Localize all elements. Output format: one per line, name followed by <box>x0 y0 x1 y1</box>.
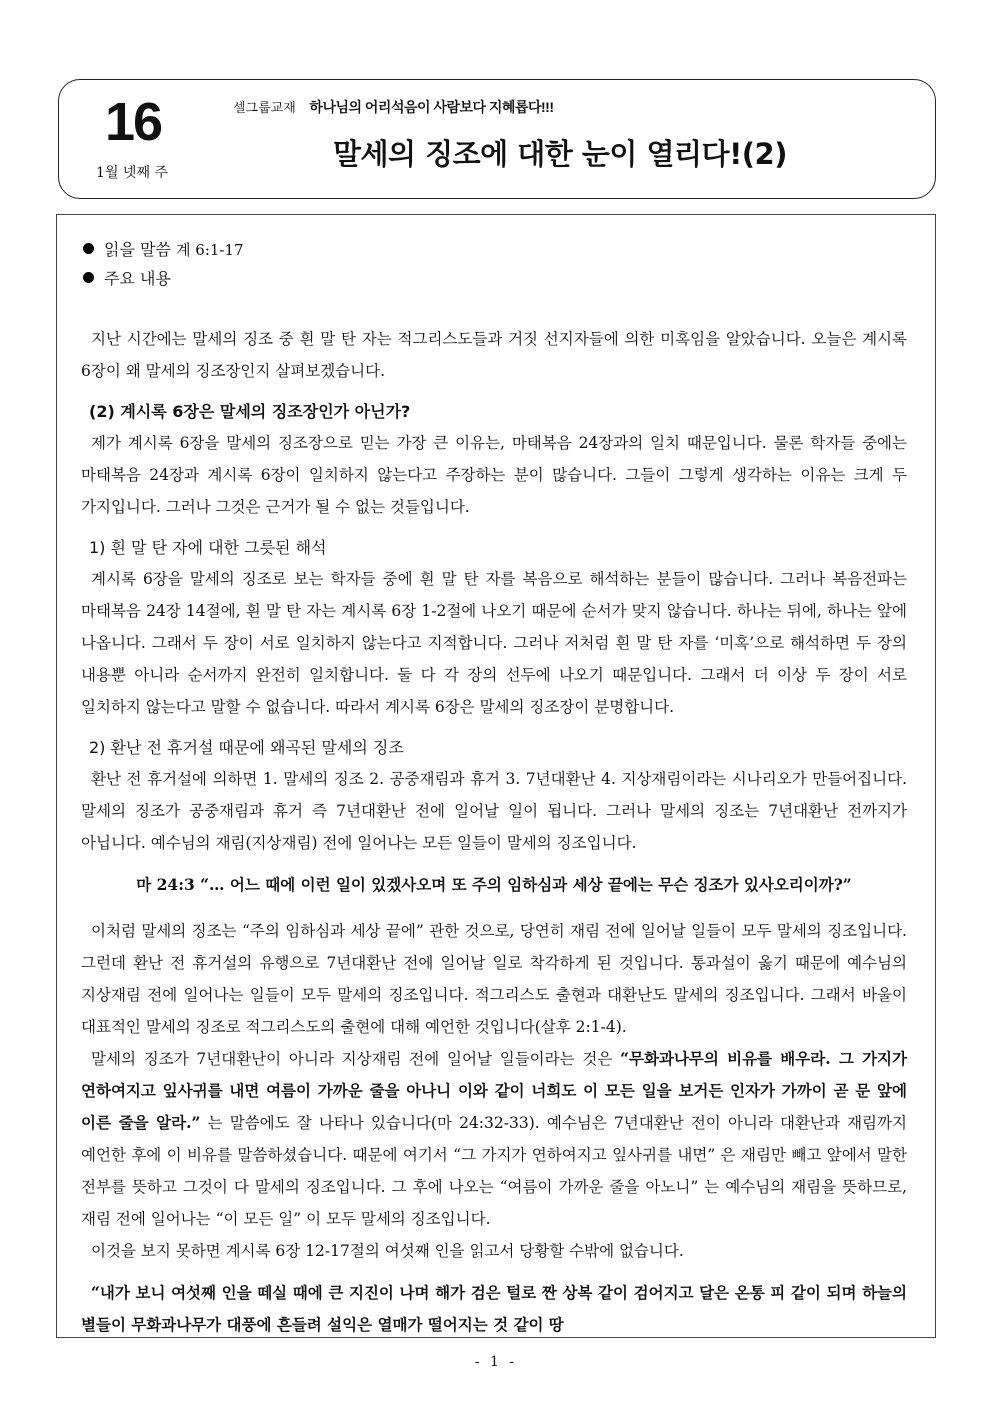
final-quote: “내가 보니 여섯째 인을 떼실 때에 큰 지진이 나며 해가 검은 털로 짠 상복 같이 검어지고 달은 온통 피 같이 되며 하늘의 별들이 무화과나무가 대풍에 흔들려 설익은 열매가 떨어지는 것 같이 땅 <box>81 1283 907 1334</box>
page-number: - 1 - <box>474 1354 518 1370</box>
paragraph-3: 이처럼 말세의 징조는 “주의 임하심과 세상 끝에” 관한 것으로, 당연히 재림 전에 일어날 일들이 모두 말세의 징조입니다. 그런데 환난 전 휴거설의 유행으로 7년대환난 전에 일어날 일로 착각하게 된 것입니다. 통과설이 옳기 때문에 예수님의 지상재림 전에 일어나는 일들이 모두 말세의 징조입니다. 적그리스도 출현과 대환난도 말세의 징조입니다. 그래서 바울이 대표적인 말세의 징조로 적그리스도의 출현에 대해 예언한 것입니다(살후 2:1-4). <box>81 922 907 1036</box>
subsection-paragraph-1: 계시록 6장을 말세의 징조로 보는 학자들 중에 흰 말 탄 자를 복음으로 해석하는 분들이 많습니다. 그러나 복음전파는 마태복음 24장 14절에, 흰 말 탄 자는 계시록 6장 1-2절에 나오기 때문에 순서가 맞지 않습니다. 하나는 뒤에, 하나는 앞에 나옵니다. 그래서 두 장이 서로 일치하지 않는다고 지적합니다. 그러나 저처럼 흰 말 탄 자를 ‘미혹’으로 해석하면 두 장의 내용뿐 아니라 순서까지 완전히 일치합니다. 둘 다 각 장의 선두에 나오기 때문입니다. 그래서 더 이상 두 장이 서로 일치하지 않는다고 말할 수 없습니다. 따라서 계시록 6장은 말세의 징조장이 분명합니다. <box>81 570 907 716</box>
page-title: 말세의 징조에 대한 눈이 열리다!(2) <box>333 137 787 171</box>
reading-bullet <box>81 235 907 264</box>
section-paragraph: 제가 계시록 6장을 말세의 징조장으로 믿는 가장 큰 이유는, 마태복음 24장과의 일치 때문입니다. 물론 학자들 중에는 마태복음 24장과 계시록 6장이 일치하지 않는다고 주장하는 분이 많습니다. 그들이 그렇게 생각하는 이유는 크게 두 가지입니다. 그러나 그것은 근거가 될 수 없는 것들입니다. <box>81 434 907 516</box>
series-name: 셀그룹교재 <box>233 100 296 115</box>
reading-label: 읽을 말씀 <box>104 240 171 259</box>
subsection-paragraph-2: 환난 전 휴거설에 의하면 1. 말세의 징조 2. 공중재림과 휴거 3. 7년대환난 4. 지상재림이라는 시나리오가 만들어집니다. 말세의 징조가 공중재림과 휴거 즉 7년대환난 전에 일어날 일이 됩니다. 그러나 말세의 징조는 7년대환난 전까지가 아닙니다. 예수님의 재림(지상재림) 전에 일어나는 모든 일들이 말세의 징조입니다. <box>81 770 907 852</box>
subsection-heading-1: 1) 흰 말 탄 자에 대한 그릇된 해석 <box>89 538 327 557</box>
bullet-dot-icon <box>83 272 94 283</box>
paragraph-4-start: 말세의 징조가 7년대환난이 아니라 지상재림 전에 일어날 일들이라는 것은 <box>91 1050 621 1068</box>
paragraph-4-quote: “무화과나무의 비유를 배우라. 그 가지가 연하여지고 잎사귀를 내면 여름이 가까운 줄을 아나니 이와 같이 너희도 이 모든 일을 보거든 인자가 가까이 곧 문 앞에 이른 줄을 알라.” <box>81 1049 907 1132</box>
content-body <box>81 235 907 1338</box>
lesson-number: 16 <box>104 92 162 152</box>
bullet-dot-icon <box>83 243 94 254</box>
paragraph-4-end: 는 말씀에도 잘 나타나 있습니다(마 24:32-33). 예수님은 7년대환난 전이 아니라 대환난과 재림까지 예언한 후에 이 비유를 말씀하셨습니다. 때문에 여기서 “그 가지가 연하여지고 잎사귀를 내면” 은 재림만 빼고 앞에서 말한 전부를 뜻하고 그것이 다 말세의 징조입니다. 그 후에 나오는 “여름이 가까운 줄을 아노니” 는 예수님의 재림을 뜻하므로, 재림 전에 일어나는 “이 모든 일” 이 모두 말세의 징조입니다. <box>81 1114 907 1228</box>
main-content-label: 주요 내용 <box>104 269 171 288</box>
intro-paragraph: 지난 시간에는 말세의 징조 중 흰 말 탄 자는 적그리스도들과 거짓 선지자들에 의한 미혹임을 알았습니다. 오늘은 계시록 6장이 왜 말세의 징조장인지 살펴보겠습니다. <box>81 330 907 380</box>
week-label: 1월 넷째 주 <box>96 165 168 181</box>
paragraph-4 <box>81 1043 907 1235</box>
series-subtitle: 하나님의 어리석음이 사람보다 지혜롭다!!! <box>309 99 554 115</box>
reading-reference: 계 6:1-17 <box>176 241 244 259</box>
section-heading: (2) 계시록 6장은 말세의 징조장인가 아닌가? <box>89 402 411 421</box>
main-content-bullet <box>81 264 907 293</box>
paragraph-5: 이것을 보지 못하면 계시록 6장 12-17절의 여섯째 인을 읽고서 당황할 수밖에 없습니다. <box>91 1242 684 1260</box>
header-series <box>233 98 553 117</box>
subsection-heading-2: 2) 환난 전 휴거설 때문에 왜곡된 말세의 징조 <box>89 738 404 757</box>
content-box <box>56 214 936 1338</box>
scripture-verse: 마 24:3 “… 어느 때에 이런 일이 있겠사오며 또 주의 임하심과 세상 끝에는 무슨 징조가 있사오리이까?” <box>136 875 852 894</box>
